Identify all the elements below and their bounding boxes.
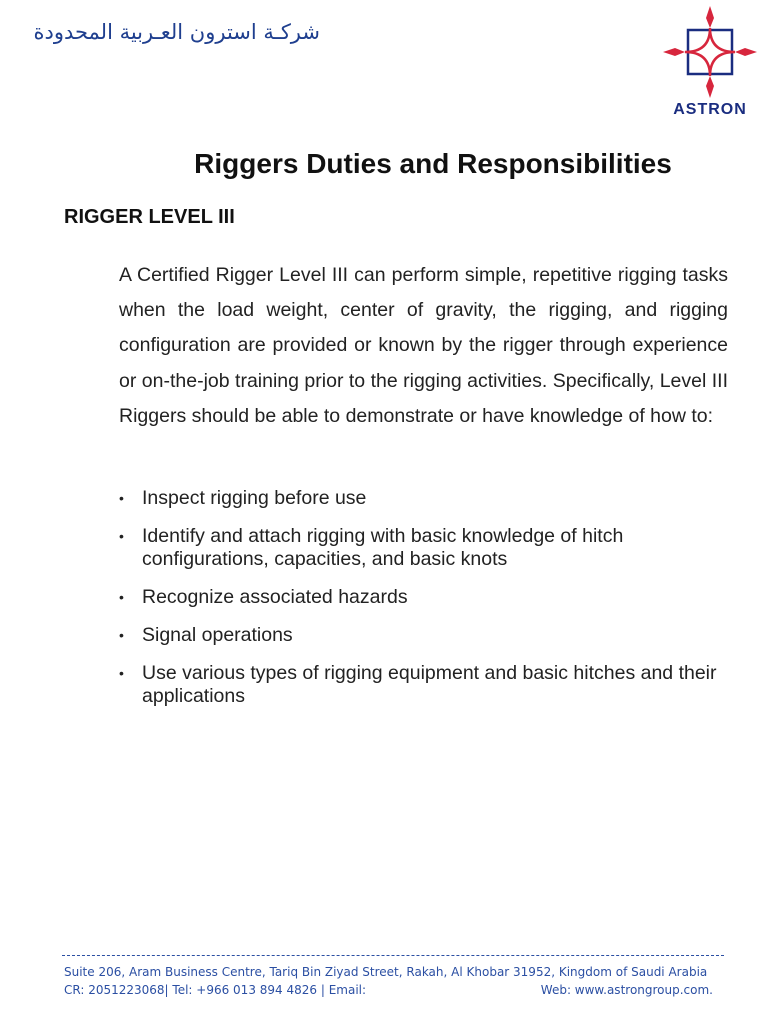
company-name-arabic: شركـة استرون العـربية المحدودة	[33, 20, 320, 44]
astron-emblem-icon	[660, 4, 760, 100]
bullet-icon: •	[119, 665, 124, 681]
list-item	[119, 586, 729, 609]
bullet-icon: •	[119, 627, 124, 643]
intro-paragraph: A Certified Rigger Level III can perform simple, repetitive rigging tasks when the load weight, center of gravity, the rigging, and rigging configuration are provided or known by the rigger through experience or on-the-job training prior to the rigging activities. Specifically, Level III Riggers should be able to demonstrate or have knowledge of how to:	[119, 264, 728, 427]
document-title: Riggers Duties and Responsibilities	[194, 148, 672, 179]
section-heading: RIGGER LEVEL III	[64, 206, 235, 228]
list-item	[119, 662, 729, 708]
bullet-icon: •	[119, 528, 124, 544]
list-item-text: Signal operations	[142, 624, 293, 646]
list-item-text: Identify and attach rigging with basic knowledge of hitch configurations, capacities, and basic knots	[142, 525, 624, 570]
bullet-icon: •	[119, 490, 124, 506]
astron-logo	[660, 4, 760, 120]
footer-website: Web: www.astrongroup.com.	[540, 983, 713, 997]
bullet-icon: •	[119, 589, 124, 605]
list-item-text: Recognize associated hazards	[142, 586, 408, 608]
list-item-text: Use various types of rigging equipment and basic hitches and their applications	[142, 662, 717, 707]
duties-list	[119, 487, 729, 723]
list-item	[119, 525, 729, 571]
footer-contact: CR: 2051223068| Tel: +966 013 894 4826 | Email:	[64, 983, 367, 997]
footer-address: Suite 206, Aram Business Centre, Tariq Bin Ziyad Street, Rakah, Al Khobar 31952, Kingdom of Saudi Arabia	[64, 965, 708, 979]
footer-divider	[62, 955, 724, 956]
list-item-text: Inspect rigging before use	[142, 487, 367, 509]
logo-wordmark: ASTRON	[673, 101, 747, 118]
list-item	[119, 487, 729, 510]
list-item	[119, 624, 729, 647]
